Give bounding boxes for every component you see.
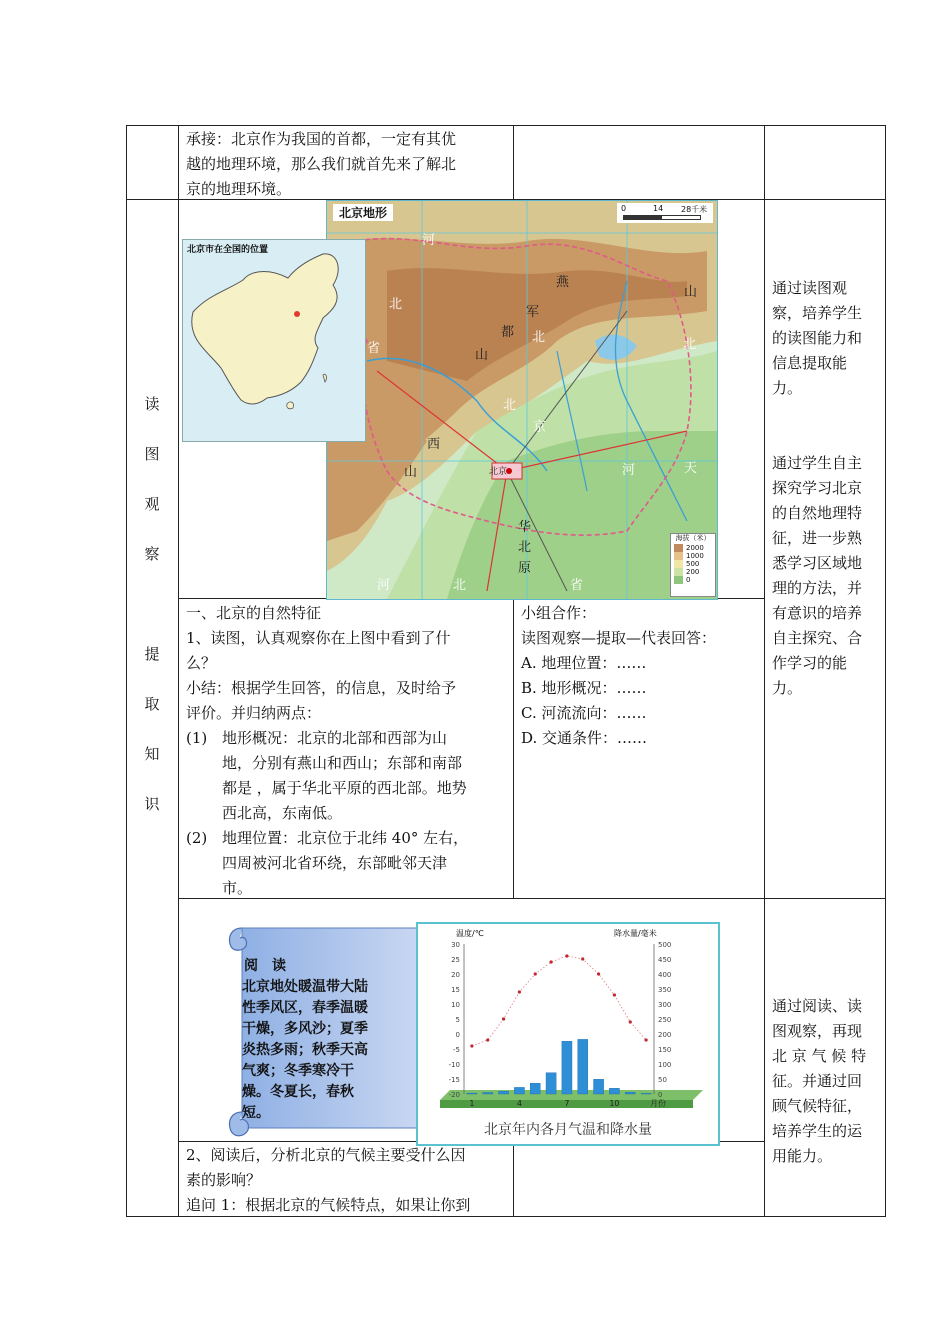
map-label: 河 <box>422 233 436 248</box>
chart-point <box>644 1038 647 1041</box>
chart-tick-label-right: 300 <box>658 1001 672 1009</box>
chart-tick-label-left: -20 <box>448 1091 460 1099</box>
col-divider-2b <box>513 598 514 899</box>
chart-point <box>581 957 584 960</box>
chart-tick-label-right: 400 <box>658 971 672 979</box>
chart-tick-label-left: 25 <box>451 956 460 964</box>
chart-tick-label-left: -10 <box>448 1061 460 1069</box>
map-label: 北 <box>532 330 546 345</box>
chart-tick-label-left: -5 <box>453 1046 460 1054</box>
map-label: 都 <box>501 325 515 340</box>
china-outline <box>183 240 365 441</box>
chart-tick-label-right: 0 <box>658 1091 663 1099</box>
reading-text: 北京地处暖温带大陆 性季风区，春季温暖 干燥，多风沙；夏季 炎热多雨；秋季天高 气爽；冬季寒冷干 燥。冬夏长，春秋 短。 <box>242 979 368 1121</box>
transition-text: 承接：北京作为我国的首都，一定有其优 越的地理环境，那么我们就首先来了解北 京的地理环境。 <box>186 130 457 198</box>
chart-bar <box>514 1087 524 1094</box>
item-number: (2) <box>186 829 208 847</box>
chart-x-unit-label: 月份 <box>650 1099 666 1108</box>
chart-tick-label-right: 100 <box>658 1061 672 1069</box>
side-label-char: 提 <box>144 645 160 663</box>
chart-point <box>629 1020 632 1023</box>
col-divider-1 <box>178 125 179 1217</box>
map-label: 西 <box>427 437 441 452</box>
group-work-section: 小组合作： 读图观察—提取—代表回答： A. 地理位置：…… B. 地形概况：…… C. 河流流向：…… D. 交通条件：…… <box>521 604 717 747</box>
reading-purpose-notes: 通过读图观 察，培养学生 的读图能力和 信息提取能 力。 <box>772 279 863 397</box>
reading-title: 阅 读 <box>244 958 286 974</box>
chart-bar <box>578 1039 588 1094</box>
chart-tick-label-right: 50 <box>658 1076 667 1084</box>
map-label: 北 <box>453 578 467 593</box>
chart-x-tick-label: 4 <box>516 1099 522 1108</box>
map-label: 京 <box>533 420 547 435</box>
map-label: 北 <box>503 398 517 413</box>
chart-title: 北京年内各月气温和降水量 <box>484 1122 652 1138</box>
chart-ylabel-right: 降水量/毫米 <box>614 929 657 938</box>
chart-bar <box>530 1083 540 1094</box>
chart-point <box>613 993 616 996</box>
map-label: 北 <box>389 297 403 312</box>
side-label-char: 知 <box>144 745 160 763</box>
map-label-beijing: 北京 <box>489 467 508 477</box>
chart-tick-label-left: -15 <box>448 1076 460 1084</box>
table-right-border <box>885 125 886 1217</box>
map-label: 省 <box>367 341 381 356</box>
inquiry-purpose-notes: 通过学生自主 探究学习北京 的自然地理特 征，进一步熟 悉学习区域地 理的方法，并 有意识的培养 自主探究、合 作学习的能 力。 <box>772 454 863 697</box>
side-label-char: 察 <box>144 545 160 563</box>
chart-x-tick-label: 10 <box>609 1099 620 1108</box>
item-number: (1) <box>186 729 208 747</box>
map-label: 华 <box>518 520 532 535</box>
climate-purpose-notes: 通过阅读、读 图观察，再现 北 京 气 候 特 征。并通过回 顾气候特征， 培养学生的运 用能力。 <box>772 997 867 1165</box>
china-inset-map <box>182 239 366 442</box>
map-label: 河 <box>377 578 391 593</box>
natural-features-section: 一、北京的自然特征 1、读图，认真观察你在上图中看到了什 么？ 小结：根据学生回答，的信息，及时给予 评价。并归纳两点： <box>186 604 457 722</box>
chart-tick-label-right: 450 <box>658 956 672 964</box>
map-label: 燕 <box>556 275 570 290</box>
chart-tick-label-right: 250 <box>658 1016 672 1024</box>
chart-tick-label-left: 0 <box>455 1031 460 1039</box>
chart-tick-label-right: 150 <box>658 1046 672 1054</box>
side-label-char: 取 <box>144 695 160 713</box>
chart-point <box>486 1038 489 1041</box>
side-label-char: 观 <box>144 495 160 513</box>
map-title: 北京地形 <box>333 204 393 221</box>
chart-x-tick-label: 1 <box>469 1099 475 1108</box>
side-label-char: 识 <box>144 795 160 813</box>
map-label: 河 <box>622 463 636 478</box>
chart-bar <box>546 1073 556 1094</box>
map-label: 北 <box>683 337 697 352</box>
chart-bar <box>499 1091 509 1094</box>
map-label: 军 <box>526 305 540 320</box>
map-label: 山 <box>684 285 698 300</box>
chart-bar <box>467 1093 477 1094</box>
chart-bar <box>562 1041 572 1094</box>
map-label: 山 <box>475 348 489 363</box>
col-divider-3 <box>764 125 765 1217</box>
chart-bar <box>609 1088 619 1094</box>
chart-bar <box>483 1093 493 1095</box>
chart-tick-label-left: 15 <box>451 986 460 994</box>
table-left-border <box>126 125 127 1217</box>
chart-tick-label-left: 10 <box>451 1001 460 1009</box>
reading-scroll <box>228 922 420 1144</box>
side-label-char: 读 <box>144 395 160 413</box>
terrain-summary: 地形概况：北京的北部和西部为山 地，分别有燕山和西山；东部和南部 都是 ，属于华北平原的西北部。地势 西北高，东南低。 <box>222 729 467 822</box>
map-label: 天 <box>684 461 698 476</box>
climate-chart-svg <box>418 924 718 1144</box>
chart-x-tick-label: 7 <box>564 1099 570 1108</box>
location-summary: 地理位置：北京位于北纬 40° 左右， 四周被河北省环绕，东部毗邻天津 市。 <box>222 829 469 897</box>
map-label: 省 <box>570 578 584 593</box>
chart-bar <box>625 1092 635 1094</box>
beijing-terrain-map <box>326 200 718 600</box>
chart-tick-label-right: 500 <box>658 941 672 949</box>
chart-point <box>549 960 552 963</box>
chart-point <box>502 1017 505 1020</box>
inset-title: 北京市在全国的位置 <box>187 245 269 255</box>
chart-tick-label-left: 20 <box>451 971 460 979</box>
map-label: 北 <box>518 540 532 555</box>
chart-tick-label-left: 5 <box>455 1016 460 1024</box>
climate-chart <box>416 922 720 1146</box>
chart-point <box>518 990 521 993</box>
chart-tick-label-right: 200 <box>658 1031 672 1039</box>
table-top-border <box>126 125 885 126</box>
chart-point <box>470 1044 473 1047</box>
climate-analysis-questions: 2、阅读后，分析北京的气候主要受什么因 素的影响？ 追问 1：根据北京的气候特点，如果让你到 <box>186 1146 471 1214</box>
map-label: 山 <box>404 465 418 480</box>
chart-point <box>597 972 600 975</box>
chart-tick-label-right: 350 <box>658 986 672 994</box>
chart-point <box>534 972 537 975</box>
col-divider-2c <box>513 1141 514 1217</box>
chart-temperature-line <box>472 956 646 1046</box>
chart-point <box>565 954 568 957</box>
side-label-char: 图 <box>144 445 160 463</box>
chart-bar <box>594 1079 604 1094</box>
chart-ylabel-left: 温度/℃ <box>456 929 484 938</box>
chart-tick-label-left: 30 <box>451 941 460 949</box>
map-scale-bar: 0 14 28千米 <box>617 203 713 223</box>
col-divider-2a <box>513 125 514 200</box>
map-label: 原 <box>518 561 532 576</box>
chart-bar <box>641 1093 651 1094</box>
map-legend: 海拔（米） 2000 1000 500 200 0 <box>670 533 716 597</box>
